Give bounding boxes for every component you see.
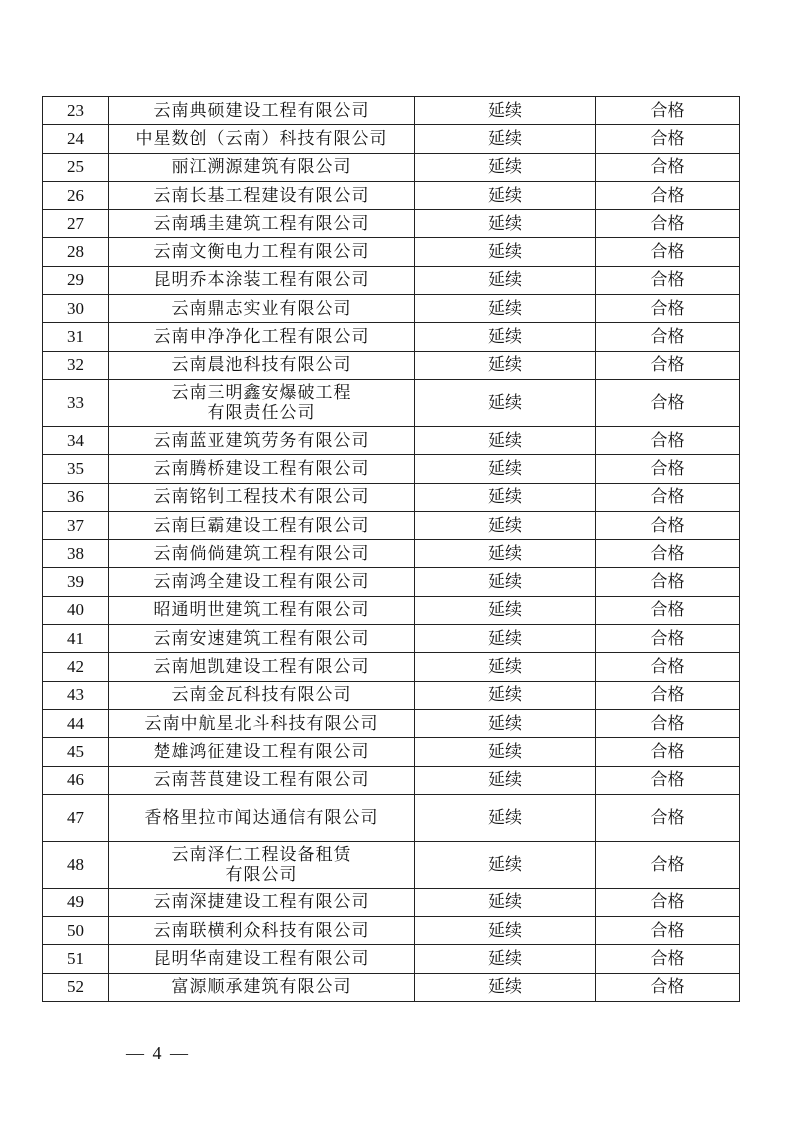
row-number: 35 [43, 455, 109, 483]
table-row [43, 709, 740, 737]
application-type: 延续 [415, 426, 596, 454]
table-row [43, 841, 740, 888]
row-number: 34 [43, 426, 109, 454]
row-number: 48 [43, 841, 109, 888]
review-result: 合格 [596, 351, 740, 379]
row-number: 32 [43, 351, 109, 379]
table-row [43, 945, 740, 973]
application-type: 延续 [415, 511, 596, 539]
company-name: 香格里拉市闻达通信有限公司 [109, 794, 415, 841]
application-type: 延续 [415, 596, 596, 624]
row-number: 33 [43, 379, 109, 426]
application-type: 延续 [415, 266, 596, 294]
company-name: 云南蓝亚建筑劳务有限公司 [109, 426, 415, 454]
application-type: 延续 [415, 323, 596, 351]
table-row [43, 653, 740, 681]
review-result: 合格 [596, 738, 740, 766]
review-result: 合格 [596, 210, 740, 238]
application-type: 延续 [415, 455, 596, 483]
company-name: 云南安速建筑工程有限公司 [109, 625, 415, 653]
review-result: 合格 [596, 794, 740, 841]
row-number: 25 [43, 153, 109, 181]
review-result: 合格 [596, 181, 740, 209]
table-row [43, 917, 740, 945]
table-row [43, 625, 740, 653]
company-name-line-2: 有限责任公司 [207, 402, 316, 423]
row-number: 28 [43, 238, 109, 266]
review-result: 合格 [596, 625, 740, 653]
table-row [43, 483, 740, 511]
application-type: 延续 [415, 653, 596, 681]
table-row [43, 511, 740, 539]
application-type: 延续 [415, 973, 596, 1001]
row-number: 23 [43, 97, 109, 125]
review-result: 合格 [596, 379, 740, 426]
table-row [43, 351, 740, 379]
row-number: 27 [43, 210, 109, 238]
row-number: 43 [43, 681, 109, 709]
application-type: 延续 [415, 568, 596, 596]
company-name-line-1: 云南三明鑫安爆破工程 [171, 382, 352, 403]
review-result: 合格 [596, 323, 740, 351]
row-number: 24 [43, 125, 109, 153]
company-name: 中星数创（云南）科技有限公司 [109, 125, 415, 153]
application-type: 延续 [415, 351, 596, 379]
company-name: 云南倘倘建筑工程有限公司 [109, 540, 415, 568]
row-number: 44 [43, 709, 109, 737]
company-name: 昆明华南建设工程有限公司 [109, 945, 415, 973]
table-row [43, 379, 740, 426]
table-row [43, 266, 740, 294]
company-name [109, 379, 415, 426]
company-name: 云南瑀圭建筑工程有限公司 [109, 210, 415, 238]
review-result: 合格 [596, 97, 740, 125]
company-name: 云南深捷建设工程有限公司 [109, 888, 415, 916]
table-row [43, 295, 740, 323]
review-result: 合格 [596, 945, 740, 973]
company-name: 云南铭钊工程技术有限公司 [109, 483, 415, 511]
row-number: 29 [43, 266, 109, 294]
review-result: 合格 [596, 455, 740, 483]
company-name: 富源顺承建筑有限公司 [109, 973, 415, 1001]
application-type: 延续 [415, 483, 596, 511]
application-type: 延续 [415, 945, 596, 973]
review-result: 合格 [596, 483, 740, 511]
table-row [43, 794, 740, 841]
company-name: 云南鼎志实业有限公司 [109, 295, 415, 323]
review-result: 合格 [596, 266, 740, 294]
table-row [43, 153, 740, 181]
application-type: 延续 [415, 709, 596, 737]
review-result: 合格 [596, 681, 740, 709]
row-number: 51 [43, 945, 109, 973]
review-result: 合格 [596, 511, 740, 539]
table-row [43, 238, 740, 266]
table-row [43, 738, 740, 766]
company-name: 云南长基工程建设有限公司 [109, 181, 415, 209]
application-type: 延续 [415, 181, 596, 209]
row-number: 37 [43, 511, 109, 539]
company-name: 云南联横利众科技有限公司 [109, 917, 415, 945]
row-number: 45 [43, 738, 109, 766]
table-row [43, 181, 740, 209]
review-result: 合格 [596, 973, 740, 1001]
application-type: 延续 [415, 766, 596, 794]
review-result: 合格 [596, 295, 740, 323]
review-result: 合格 [596, 238, 740, 266]
row-number: 49 [43, 888, 109, 916]
review-result: 合格 [596, 596, 740, 624]
table-row [43, 973, 740, 1001]
review-result: 合格 [596, 568, 740, 596]
row-number: 31 [43, 323, 109, 351]
application-type: 延续 [415, 917, 596, 945]
company-name: 云南旭凯建设工程有限公司 [109, 653, 415, 681]
review-result: 合格 [596, 841, 740, 888]
company-name: 楚雄鸿征建设工程有限公司 [109, 738, 415, 766]
table-row [43, 568, 740, 596]
review-result: 合格 [596, 540, 740, 568]
application-type: 延续 [415, 625, 596, 653]
company-name: 云南典硕建设工程有限公司 [109, 97, 415, 125]
row-number: 42 [43, 653, 109, 681]
table-row [43, 888, 740, 916]
row-number: 47 [43, 794, 109, 841]
table-row [43, 323, 740, 351]
row-number: 40 [43, 596, 109, 624]
company-name [109, 841, 415, 888]
table-row [43, 426, 740, 454]
company-name: 云南腾桥建设工程有限公司 [109, 455, 415, 483]
company-name: 丽江溯源建筑有限公司 [109, 153, 415, 181]
review-result: 合格 [596, 888, 740, 916]
row-number: 39 [43, 568, 109, 596]
row-number: 38 [43, 540, 109, 568]
table-row [43, 210, 740, 238]
review-result: 合格 [596, 766, 740, 794]
table-body [43, 97, 740, 1002]
company-name: 云南晨池科技有限公司 [109, 351, 415, 379]
company-name: 云南中航星北斗科技有限公司 [109, 709, 415, 737]
application-type: 延续 [415, 841, 596, 888]
review-result: 合格 [596, 653, 740, 681]
company-name: 云南巨霸建设工程有限公司 [109, 511, 415, 539]
row-number: 30 [43, 295, 109, 323]
review-result: 合格 [596, 917, 740, 945]
table-row [43, 596, 740, 624]
application-type: 延续 [415, 681, 596, 709]
row-number: 41 [43, 625, 109, 653]
row-number: 26 [43, 181, 109, 209]
application-type: 延续 [415, 97, 596, 125]
results-table [42, 96, 740, 1002]
application-type: 延续 [415, 238, 596, 266]
table-row [43, 455, 740, 483]
company-name-line-1: 云南泽仁工程设备租赁 [171, 844, 352, 865]
row-number: 46 [43, 766, 109, 794]
application-type: 延续 [415, 794, 596, 841]
application-type: 延续 [415, 888, 596, 916]
application-type: 延续 [415, 125, 596, 153]
review-result: 合格 [596, 153, 740, 181]
company-name: 云南金瓦科技有限公司 [109, 681, 415, 709]
table-row [43, 766, 740, 794]
application-type: 延续 [415, 540, 596, 568]
application-type: 延续 [415, 295, 596, 323]
company-name: 昭通明世建筑工程有限公司 [109, 596, 415, 624]
row-number: 52 [43, 973, 109, 1001]
review-result: 合格 [596, 426, 740, 454]
page-number: — 4 — [126, 1043, 190, 1063]
table-row [43, 97, 740, 125]
application-type: 延续 [415, 210, 596, 238]
row-number: 36 [43, 483, 109, 511]
application-type: 延续 [415, 379, 596, 426]
company-name: 云南鸿全建设工程有限公司 [109, 568, 415, 596]
company-name-line-2: 有限公司 [225, 864, 298, 885]
company-name: 云南文衡电力工程有限公司 [109, 238, 415, 266]
review-result: 合格 [596, 709, 740, 737]
company-name: 云南菩茛建设工程有限公司 [109, 766, 415, 794]
table-row [43, 540, 740, 568]
row-number: 50 [43, 917, 109, 945]
company-name: 云南申净净化工程有限公司 [109, 323, 415, 351]
company-name: 昆明乔本涂装工程有限公司 [109, 266, 415, 294]
application-type: 延续 [415, 153, 596, 181]
table-row [43, 125, 740, 153]
table-row [43, 681, 740, 709]
review-result: 合格 [596, 125, 740, 153]
application-type: 延续 [415, 738, 596, 766]
